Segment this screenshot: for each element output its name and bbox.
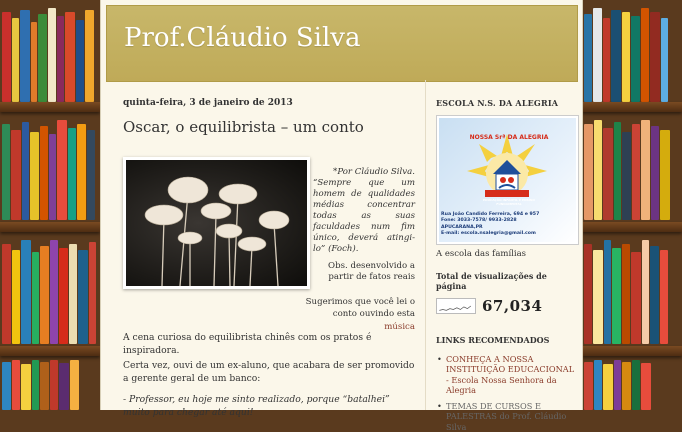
post-paragraph: Certa vez, ouvi de um ex-aluno, que acabara de ser promovido a gerente geral de um banco: [123, 360, 415, 384]
links-widget-title: LINKS RECOMENDADOS [436, 335, 550, 346]
school-email: E-mail: escola.nsalegria@gmail.com [441, 231, 536, 237]
plates-illustration [126, 160, 307, 286]
pageviews-row [436, 297, 577, 315]
school-banner-inner [439, 118, 576, 242]
school-banner-image[interactable] [436, 115, 579, 245]
school-banner-text: EDUCAÇÃO INFANTIL E ENSINO FUNDAMENTAL [483, 198, 535, 206]
school-contact-lines [441, 212, 577, 237]
blog-page [100, 0, 583, 432]
shelf-plank [582, 346, 682, 356]
quote-author: *Por Cláudio Silva. [333, 167, 415, 177]
post-image-plates[interactable] [123, 157, 310, 289]
school-logo-icon [467, 134, 547, 208]
bookshelf-background-right [582, 0, 682, 410]
music-link[interactable]: música [384, 321, 415, 332]
pageviews-count: 67,034 [482, 297, 543, 316]
book-row [582, 360, 682, 410]
book-row [0, 118, 100, 220]
recommended-links-list [436, 354, 577, 432]
shelf-plank [582, 222, 682, 232]
book-row [0, 360, 100, 410]
blog-header [106, 5, 578, 82]
list-item [436, 354, 577, 395]
suggest-text: Sugerimos que você lei o conto ouvindo esta [305, 297, 415, 320]
book-row [582, 118, 682, 220]
shelf-plank [0, 102, 100, 112]
school-city: APUCARANA,PR [441, 224, 483, 230]
post-title[interactable]: Oscar, o equilibrista – um conto [123, 118, 364, 136]
blog-title-link[interactable]: Prof.Cláudio Silva [124, 23, 361, 53]
post-body [123, 154, 415, 418]
book-row [582, 6, 682, 102]
sidebar [425, 80, 577, 432]
book-row [582, 238, 682, 344]
post-paragraph: A cena curiosa do equilibrista chinês com os pratos é inspiradora. [123, 332, 372, 356]
quote-source: (Foch). [328, 244, 359, 254]
school-phone: Fone: 3033-7578/ 9933-2828 [441, 218, 517, 224]
school-address: Rua João Candido Ferreira, 694 e 957 [441, 212, 540, 217]
quote-text: “Sempre que um homem de qualidades médias concentrar todas as suas faculdades num fim único, deverá atingi-lo” [313, 178, 415, 254]
plate-spinning-photo [126, 160, 307, 286]
post-quote [313, 167, 415, 255]
post-music-suggestion [303, 296, 415, 333]
pageviews-sparkline [436, 298, 476, 314]
school-arc-text: NOSSA Srª DA ALEGRIA [469, 134, 549, 141]
shelf-plank [0, 346, 100, 356]
recommended-link-courses[interactable]: TEMAS DE CURSOS E PALESTRAS do Prof. Cláudio Silva [446, 401, 567, 432]
shelf-plank [582, 102, 682, 112]
post-date: quinta-feira, 3 de janeiro de 2013 [123, 98, 293, 108]
post-obs-note: Obs. desenvolvido a partir de fatos reais [328, 261, 415, 283]
school-widget-title: ESCOLA N.S. DA ALEGRIA [436, 98, 559, 108]
book-row [0, 238, 100, 344]
post-paragraph: - Professor, eu hoje me sinto realizado, porque “batalhei” muito para chegar até aqui! [123, 394, 390, 418]
shelf-plank [0, 222, 100, 232]
book-row [0, 6, 100, 102]
recommended-link-school[interactable]: CONHEÇA A NOSSA INSTITUIÇÃO EDUCACIONAL - Escola Nossa Senhora da Alegria [446, 354, 575, 395]
pageviews-widget-title: Total de visualizações de página [436, 271, 547, 291]
school-caption: A escola das famílias [436, 249, 527, 259]
main-column [123, 98, 415, 418]
bookshelf-background-left [0, 0, 100, 410]
list-item [436, 401, 577, 432]
